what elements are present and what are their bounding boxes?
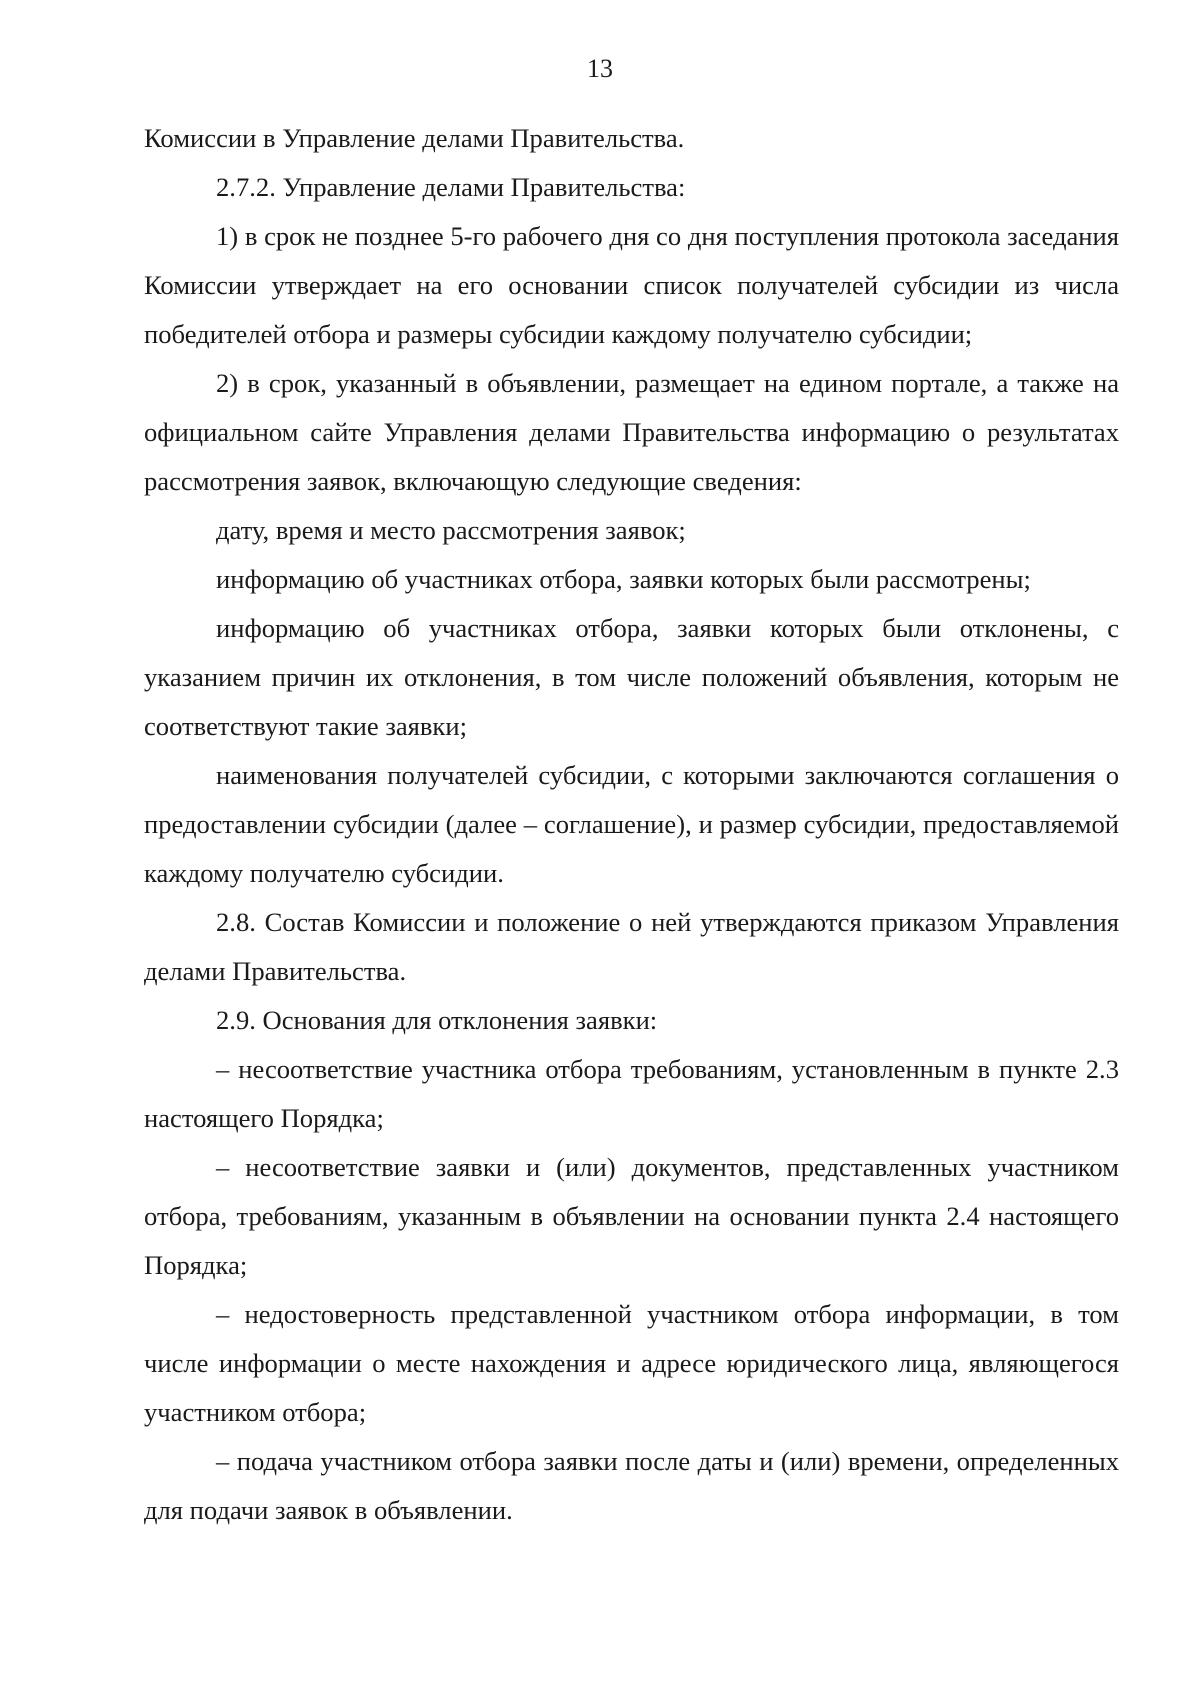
page-number: 13: [587, 54, 613, 83]
paragraph-2-8: 2.8. Состав Комиссии и положение о ней утверждаются приказом Управления делами Правительства.: [144, 907, 1119, 986]
paragraph-item-2: 2) в срок, указанный в объявлении, размещает на едином портале, а также на официальном сайте Управления делами Правительства информацию о результатах рассмотрения заявок, включающую следующие сведения:: [144, 368, 1119, 496]
document-body: [144, 114, 1119, 1535]
paragraph-reason-3: – недостоверность представленной участником отбора информации, в том числе информации о месте нахождения и адресе юридического лица, являющегося участником отбора;: [144, 1299, 1119, 1427]
paragraph-reason-2: – несоответствие заявки и (или) документов, представленных участником отбора, требованиям, указанным в объявлении на основании пункта 2.4 настоящего Порядка;: [144, 1152, 1119, 1280]
paragraph-info-rejected: информацию об участниках отбора, заявки которых были отклонены, с указанием причин их отклонения, в том числе положений объявления, которым не соответствуют такие заявки;: [144, 613, 1119, 741]
paragraph-item-1: 1) в срок не позднее 5-го рабочего дня со дня поступления протокола заседания Комиссии утверждает на его основании список получателей субсидии из числа победителей отбора и размеры субсидии каждому получателю субсидии;: [144, 221, 1119, 349]
paragraph-info-reviewed: информацию об участниках отбора, заявки которых были рассмотрены;: [216, 564, 1031, 594]
paragraph-commission-transfer: Комиссии в Управление делами Правительства.: [144, 123, 685, 153]
paragraph-2-7-2: 2.7.2. Управление делами Правительства:: [216, 172, 686, 202]
paragraph-info-recipients: наименования получателей субсидии, с которыми заключаются соглашения о предоставлении субсидии (далее – соглашение), и размер субсидии, предоставляемой каждому получателю субсидии.: [144, 760, 1119, 888]
paragraph-reason-1: – несоответствие участника отбора требованиям, установленным в пункте 2.3 настоящего Порядка;: [144, 1054, 1119, 1133]
paragraph-reason-4: – подача участником отбора заявки после даты и (или) времени, определенных для подачи заявок в объявлении.: [144, 1446, 1119, 1525]
paragraph-2-9: 2.9. Основания для отклонения заявки:: [216, 1005, 658, 1035]
paragraph-info-date: дату, время и место рассмотрения заявок;: [216, 515, 686, 545]
